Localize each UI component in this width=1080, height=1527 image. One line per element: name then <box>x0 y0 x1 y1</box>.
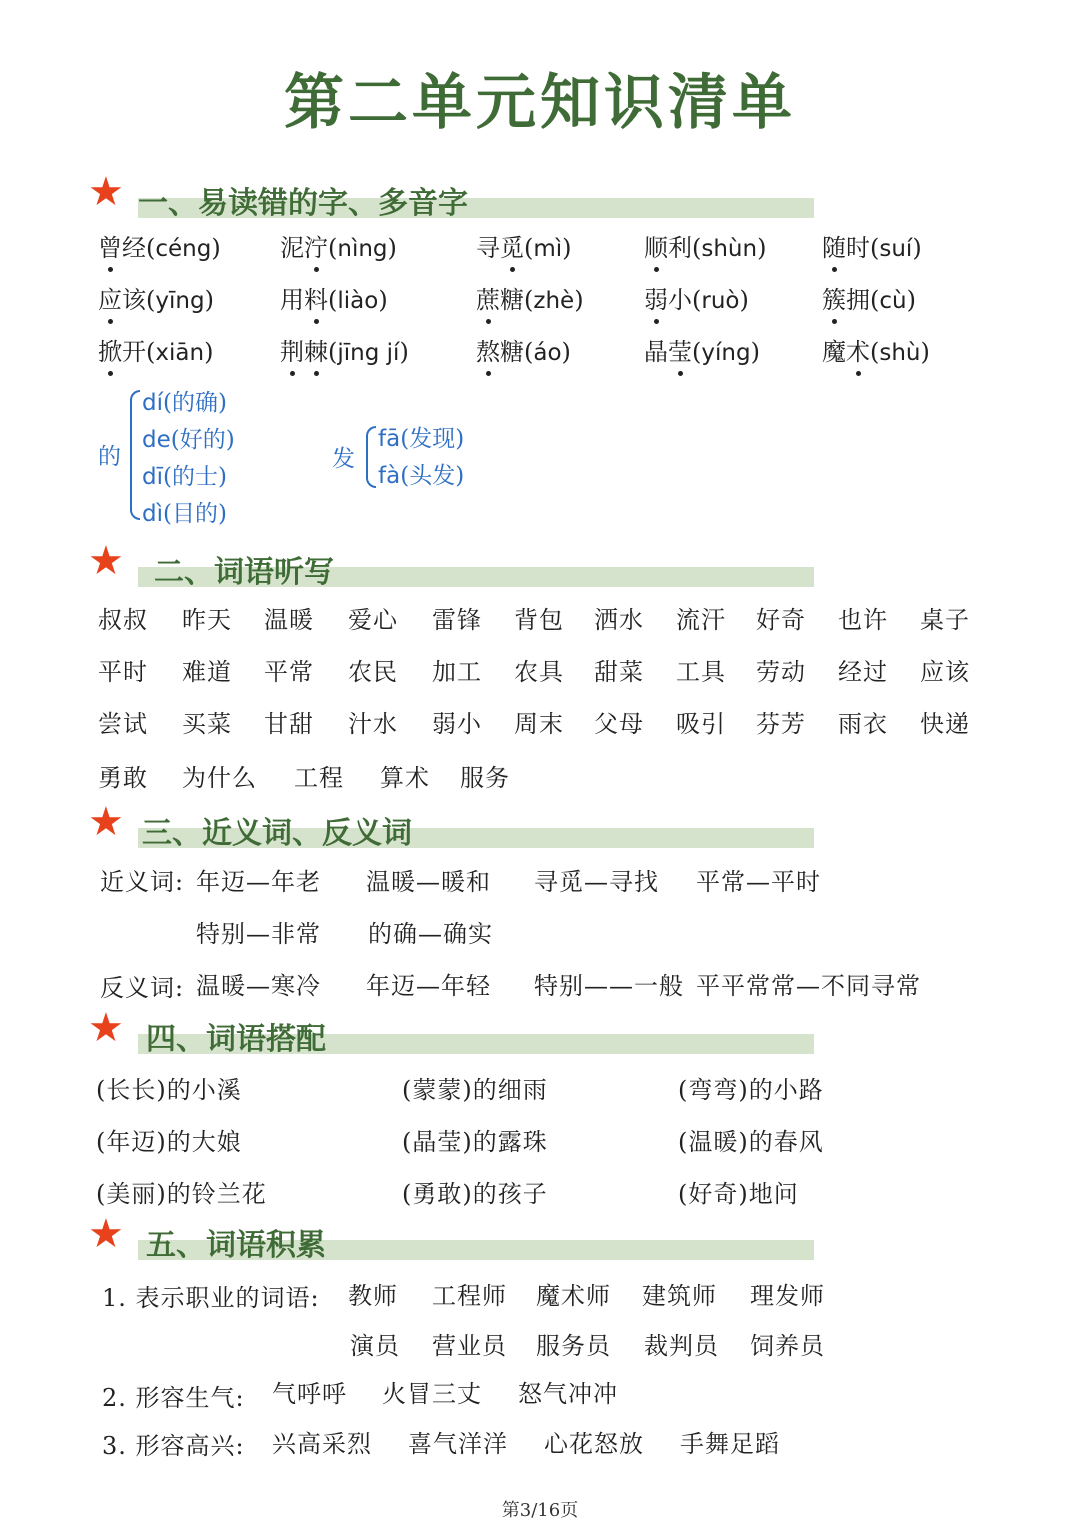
pinyin-item <box>644 332 760 367</box>
pinyin-item <box>644 228 766 263</box>
pinyin-row <box>98 332 978 372</box>
paren: ( <box>692 286 702 314</box>
collocation: (温暖)的春风 <box>678 1128 824 1156</box>
collocation: (好奇)地问 <box>678 1180 799 1208</box>
paren: ) <box>920 338 930 366</box>
dictation-row <box>98 600 998 640</box>
pinyin: céng <box>155 236 212 262</box>
word-char: 莹 <box>668 338 692 366</box>
section-title: 二、词语听写 <box>154 555 334 590</box>
word-char: 该 <box>122 286 146 314</box>
dictation-row <box>98 758 998 798</box>
dictation-word: 雷锋 <box>432 606 482 634</box>
star-icon: ★ <box>88 1211 124 1257</box>
dictation-word: 农具 <box>514 658 564 686</box>
word-char: 随 <box>822 234 846 262</box>
word-pair: 裁判员 <box>644 1332 719 1360</box>
dictation-word: 为什么 <box>182 764 257 792</box>
dictation-word: 洒水 <box>594 606 644 634</box>
word-pair: 理发师 <box>750 1282 825 1310</box>
pinyin-row <box>98 228 978 268</box>
word-char: 寻 <box>476 234 500 262</box>
word-pair: 的确—确实 <box>368 920 493 948</box>
pinyin: áo <box>533 340 562 366</box>
dictation-word: 算术 <box>380 764 430 792</box>
word-char: 蔗 <box>476 286 500 314</box>
dictation-word: 甘甜 <box>264 710 314 738</box>
pinyin: ruò <box>701 288 740 314</box>
dictation-word: 周末 <box>514 710 564 738</box>
dictation-word: 流汗 <box>676 606 726 634</box>
paren: ( <box>163 501 172 527</box>
paren: ) <box>225 427 235 453</box>
word-char: 棘 <box>304 338 328 366</box>
word-pair: 火冒三丈 <box>382 1380 482 1408</box>
synonyms-label: 近义词: <box>100 868 185 896</box>
pinyin: de <box>142 427 171 453</box>
dictation-word: 尝试 <box>98 710 148 738</box>
paren: ( <box>328 338 338 366</box>
dictation-word: 桌子 <box>920 606 970 634</box>
word-char: 弱 <box>644 286 668 314</box>
pinyin-item <box>98 332 213 367</box>
polyphone-de <box>98 384 298 534</box>
pinyin: zhè <box>533 288 575 314</box>
pinyin: dì <box>142 501 163 527</box>
word-char: 熬 <box>476 338 500 366</box>
paren: ) <box>387 234 397 262</box>
dictation-word: 农民 <box>348 658 398 686</box>
paren: ) <box>204 338 214 366</box>
dictation-word: 勇敢 <box>98 764 148 792</box>
paren: ) <box>378 286 388 314</box>
brace <box>130 390 140 520</box>
paren: ) <box>750 338 760 366</box>
word-char: 荆 <box>280 338 304 366</box>
word-pair: 怒气冲冲 <box>518 1380 618 1408</box>
paren: ) <box>561 338 571 366</box>
word-pair: 营业员 <box>432 1332 507 1360</box>
word-char: 小 <box>668 286 692 314</box>
antonyms-label: 反义词: <box>100 974 185 1002</box>
polyphone-line <box>142 495 227 528</box>
word-char: 术 <box>846 338 870 366</box>
example-word: 发现 <box>409 426 456 452</box>
dictation-word: 服务 <box>460 764 510 792</box>
pinyin: shùn <box>701 236 758 262</box>
pinyin: fà <box>378 463 401 489</box>
dictation-word: 甜菜 <box>594 658 644 686</box>
paren: ) <box>217 390 227 416</box>
section-title: 一、易读错的字、多音字 <box>138 186 468 221</box>
star-icon: ★ <box>88 799 124 845</box>
page-number: 第3/16页 <box>501 1500 579 1521</box>
star-icon: ★ <box>88 169 124 215</box>
word-char: 应 <box>98 286 122 314</box>
paren: ( <box>170 427 180 453</box>
word-pair: 魔术师 <box>536 1282 611 1310</box>
paren: ( <box>524 286 534 314</box>
word-char: 利 <box>668 234 692 262</box>
pinyin-item <box>476 332 571 367</box>
paren: ) <box>574 286 584 314</box>
section-title: 三、近义词、反义词 <box>142 816 412 851</box>
polyphone-line <box>142 458 227 491</box>
example-word: 好的 <box>179 427 226 453</box>
pinyin-item <box>280 280 388 315</box>
word-char: 曾 <box>98 234 122 262</box>
example-word: 头发 <box>409 463 456 489</box>
dictation-word: 爱心 <box>348 606 398 634</box>
word-char: 糖 <box>500 338 524 366</box>
dictation-word: 劳动 <box>756 658 806 686</box>
dictation-word: 雨衣 <box>838 710 888 738</box>
paren: ( <box>146 286 156 314</box>
dictation-word: 也许 <box>838 606 888 634</box>
word-pair: 温暖—暖和 <box>366 868 491 896</box>
example-word: 的士 <box>171 464 218 490</box>
word-pair: 兴高采烈 <box>272 1430 372 1458</box>
polyphone-char: 的 <box>98 444 121 470</box>
paren: ( <box>870 338 880 366</box>
collocation: (年迈)的大娘 <box>96 1128 242 1156</box>
pinyin-item <box>822 228 922 263</box>
word-char: 用 <box>280 286 304 314</box>
word-pair: 寻觅—寻找 <box>534 868 659 896</box>
jobs-label: 1. 表示职业的词语: <box>102 1284 320 1312</box>
pinyin-item <box>822 332 930 367</box>
dictation-word: 经过 <box>838 658 888 686</box>
paren: ( <box>870 286 880 314</box>
polyphone-line <box>378 420 464 453</box>
polyphone-char: 发 <box>332 446 355 472</box>
pinyin-item <box>822 280 916 315</box>
pinyin: fā <box>378 426 401 452</box>
dictation-word: 芬芳 <box>756 710 806 738</box>
word-char: 魔 <box>822 338 846 366</box>
word-char: 顺 <box>644 234 668 262</box>
pinyin-item <box>98 280 214 315</box>
word-pair: 特别—非常 <box>196 920 321 948</box>
pinyin-item <box>644 280 749 315</box>
collocation: (美丽)的铃兰花 <box>96 1180 267 1208</box>
example-word: 目的 <box>171 501 218 527</box>
pinyin: cù <box>879 288 907 314</box>
pinyin: jīng jí <box>337 340 400 366</box>
word-pair: 温暖—寒冷 <box>196 972 321 1000</box>
dictation-row <box>98 652 998 692</box>
pinyin-item <box>280 332 409 367</box>
dictation-word: 温暖 <box>264 606 314 634</box>
paren: ( <box>146 234 156 262</box>
collocation: (晶莹)的露珠 <box>402 1128 548 1156</box>
word-pair: 心花怒放 <box>544 1430 644 1458</box>
word-char: 泥 <box>280 234 304 262</box>
word-pair: 教师 <box>348 1282 398 1310</box>
word-char: 经 <box>122 234 146 262</box>
word-char: 簇 <box>822 286 846 314</box>
pinyin: yíng <box>701 340 751 366</box>
paren: ( <box>328 286 338 314</box>
paren: ) <box>757 234 767 262</box>
paren: ) <box>217 464 227 490</box>
dictation-word: 父母 <box>594 710 644 738</box>
collocation: (长长)的小溪 <box>96 1076 242 1104</box>
paren: ) <box>399 338 409 366</box>
word-pair: 年迈—年老 <box>196 868 321 896</box>
pinyin: mì <box>533 236 563 262</box>
dictation-word: 加工 <box>432 658 482 686</box>
polyphone-line <box>378 457 464 490</box>
word-char: 晶 <box>644 338 668 366</box>
pinyin: yīng <box>155 288 205 314</box>
paren: ) <box>912 234 922 262</box>
paren: ( <box>524 338 534 366</box>
word-pair: 服务员 <box>536 1332 611 1360</box>
pinyin-row <box>98 280 978 320</box>
paren: ( <box>692 338 702 366</box>
pinyin: liào <box>337 288 379 314</box>
paren: ) <box>562 234 572 262</box>
paren: ) <box>204 286 214 314</box>
happy-label: 3. 形容高兴: <box>102 1432 245 1460</box>
dictation-word: 买菜 <box>182 710 232 738</box>
word-char: 掀 <box>98 338 122 366</box>
dictation-word: 应该 <box>920 658 970 686</box>
word-pair: 特别——一般 <box>534 972 684 1000</box>
dictation-word: 弱小 <box>432 710 482 738</box>
pinyin: suí <box>879 236 913 262</box>
section-title: 四、词语搭配 <box>146 1022 326 1057</box>
star-icon: ★ <box>88 1005 124 1051</box>
example-word: 的确 <box>171 390 218 416</box>
pinyin-item <box>476 228 572 263</box>
paren: ( <box>400 426 410 452</box>
word-char: 拥 <box>846 286 870 314</box>
word-pair: 平平常常—不同寻常 <box>696 972 921 1000</box>
collocation: (弯弯)的小路 <box>678 1076 824 1104</box>
dictation-word: 难道 <box>182 658 232 686</box>
word-char: 糖 <box>500 286 524 314</box>
dictation-word: 好奇 <box>756 606 806 634</box>
paren: ( <box>163 464 172 490</box>
dictation-word: 快递 <box>920 710 970 738</box>
paren: ( <box>163 390 172 416</box>
angry-label: 2. 形容生气: <box>102 1384 245 1412</box>
paren: ) <box>455 426 465 452</box>
word-pair: 手舞足蹈 <box>680 1430 780 1458</box>
paren: ) <box>217 501 227 527</box>
pinyin: shù <box>879 340 921 366</box>
collocation: (勇敢)的孩子 <box>402 1180 548 1208</box>
word-pair: 工程师 <box>432 1282 507 1310</box>
word-char: 开 <box>122 338 146 366</box>
dictation-word: 昨天 <box>182 606 232 634</box>
paren: ) <box>455 463 465 489</box>
word-pair: 演员 <box>350 1332 400 1360</box>
brace <box>366 426 376 488</box>
word-pair: 年迈—年轻 <box>366 972 491 1000</box>
pinyin: nìng <box>337 236 388 262</box>
word-char: 料 <box>304 286 328 314</box>
dictation-word: 吸引 <box>676 710 726 738</box>
word-pair: 饲养员 <box>750 1332 825 1360</box>
polyphone-line <box>142 421 235 454</box>
paren: ( <box>146 338 156 366</box>
pinyin: xiān <box>155 340 205 366</box>
pinyin-item <box>98 228 221 263</box>
word-char: 时 <box>846 234 870 262</box>
page-title: 第二单元知识清单 <box>284 68 796 138</box>
paren: ( <box>328 234 338 262</box>
dictation-word: 平常 <box>264 658 314 686</box>
paren: ) <box>906 286 916 314</box>
dictation-word: 背包 <box>514 606 564 634</box>
paren: ( <box>692 234 702 262</box>
section-title: 五、词语积累 <box>146 1228 326 1263</box>
pinyin-item <box>476 280 584 315</box>
dictation-word: 叔叔 <box>98 606 148 634</box>
dictation-word: 平时 <box>98 658 148 686</box>
polyphone-fa <box>332 420 532 500</box>
dictation-word: 汁水 <box>348 710 398 738</box>
polyphone-line <box>142 384 227 417</box>
word-pair: 气呼呼 <box>272 1380 347 1408</box>
pinyin: dī <box>142 464 163 490</box>
pinyin-item <box>280 228 397 263</box>
pinyin: dí <box>142 390 163 416</box>
word-pair: 喜气洋洋 <box>408 1430 508 1458</box>
word-char: 泞 <box>304 234 328 262</box>
star-icon: ★ <box>88 538 124 584</box>
paren: ) <box>211 234 221 262</box>
dictation-row <box>98 704 998 744</box>
word-pair: 平常—平时 <box>696 868 821 896</box>
collocation: (蒙蒙)的细雨 <box>402 1076 548 1104</box>
paren: ( <box>400 463 410 489</box>
paren: ( <box>524 234 534 262</box>
dictation-word: 工程 <box>294 764 344 792</box>
word-pair: 建筑师 <box>642 1282 717 1310</box>
dictation-word: 工具 <box>676 658 726 686</box>
paren: ( <box>870 234 880 262</box>
word-char: 觅 <box>500 234 524 262</box>
paren: ) <box>739 286 749 314</box>
